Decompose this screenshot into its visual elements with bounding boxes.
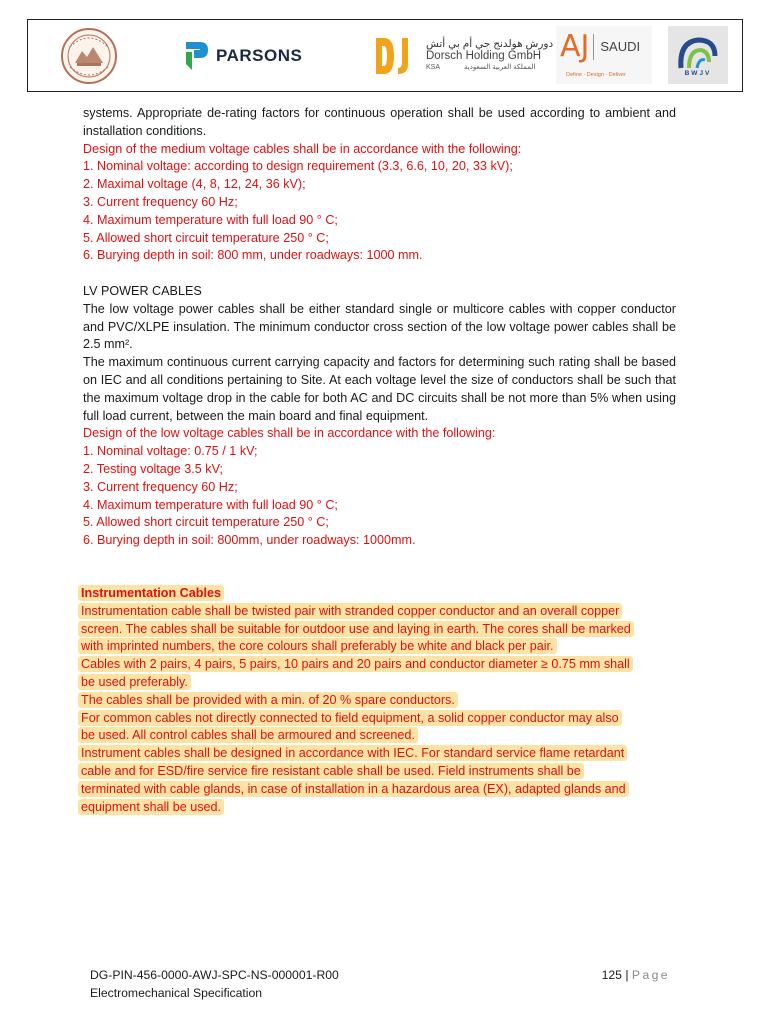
bwjv-logo bbox=[668, 26, 728, 84]
mv-item: 5. Allowed short circuit temperature 250 ° C; bbox=[83, 230, 329, 245]
instrumentation-section bbox=[79, 585, 693, 816]
mv-item: 4. Maximum temperature with full load 90 ° C; bbox=[83, 212, 338, 227]
instrumentation-line: Instrumentation cable shall be twisted pair with stranded copper conductor and an overall copper bbox=[81, 603, 620, 618]
aj-mark: AJ bbox=[560, 29, 590, 64]
instrumentation-line: with imprinted numbers, the core colours shall preferably be white and black per pair. bbox=[81, 639, 554, 654]
lv-heading: LV POWER CABLES bbox=[83, 283, 202, 298]
page-number-block bbox=[602, 966, 670, 984]
page-label: Page bbox=[631, 968, 670, 982]
mv-item: 1. Nominal voltage: according to design requirement (3.3, 6.6, 10, 20, 33 kV); bbox=[83, 159, 513, 174]
lv-item: 5. Allowed short circuit temperature 250 ° C; bbox=[83, 515, 329, 530]
lv-paragraph-1: The low voltage power cables shall be either standard single or multicore cables with copper conductor and PVC/XLPE insulation. The minimum conductor cross section of the low voltage power cables shall be 2.5 mm². bbox=[83, 301, 676, 352]
parsons-wordmark: PARSONS bbox=[216, 45, 303, 65]
header-logos bbox=[27, 19, 743, 92]
aj-saudi-logo bbox=[556, 26, 652, 84]
document-title: Electromechanical Specification bbox=[90, 986, 263, 1000]
lv-item: 3. Current frequency 60 Hz; bbox=[83, 479, 238, 494]
bwjv-text: BWJV bbox=[684, 69, 712, 77]
bwjv-swirl-icon bbox=[675, 34, 721, 72]
instrumentation-heading: Instrumentation Cables bbox=[81, 586, 221, 600]
lv-item: 4. Maximum temperature with full load 90 ° C; bbox=[83, 497, 338, 512]
instrumentation-line: be used. All control cables shall be armoured and screened. bbox=[81, 728, 415, 743]
mv-design-intro: Design of the medium voltage cables shall be in accordance with the following: bbox=[83, 141, 522, 156]
lv-item: 2. Testing voltage 3.5 kV; bbox=[83, 461, 224, 476]
mv-item: 2. Maximal voltage (4, 8, 12, 24, 36 kV); bbox=[83, 177, 306, 192]
parsons-logo bbox=[184, 20, 302, 91]
instrumentation-line: Cables with 2 pairs, 4 pairs, 5 pairs, 10 pairs and 20 pairs and conductor diameter ≥ 0.75 mm shall bbox=[81, 657, 630, 672]
aj-tagline: Define · Design · Deliver bbox=[566, 72, 626, 78]
instrumentation-line: be used preferably. bbox=[81, 674, 188, 689]
instrumentation-line: cable and for ESD/fire service fire resistant cable shall be used. Field instruments shall be bbox=[81, 763, 581, 778]
dorsch-english-name: Dorsch Holding GmbH bbox=[426, 49, 542, 62]
document-body bbox=[83, 105, 676, 550]
page-number: 125 bbox=[601, 968, 622, 982]
page-separator: | bbox=[625, 968, 629, 982]
lv-paragraph-2: The maximum continuous current carrying capacity and factors for determining such rating shall be based on IEC and all conditions pertaining to Site. At each voltage level the size of conductors shall be such that the maximum voltage drop in the cable for both AC and DC circuits shall be not more than 5% when using full load current, between the main board and final equipment. bbox=[83, 355, 676, 423]
instrumentation-line: The cables shall be provided with a min. of 20 % spare conductors. bbox=[81, 692, 455, 707]
dorsch-ksa: KSA bbox=[426, 63, 441, 71]
page-footer bbox=[90, 966, 670, 1002]
instrumentation-line: For common cables not directly connected to field equipment, a solid copper conductor may also bbox=[81, 710, 619, 725]
lv-item: 6. Burying depth in soil: 800mm, under roadways: 1000mm. bbox=[83, 533, 416, 548]
lv-item: 1. Nominal voltage: 0.75 / 1 kV; bbox=[83, 444, 258, 459]
mv-item: 6. Burying depth in soil: 800 mm, under roadways: 1000 mm. bbox=[83, 248, 423, 263]
dorsch-dj-icon bbox=[374, 36, 418, 76]
dorsch-logo bbox=[374, 20, 553, 91]
mv-item: 3. Current frequency 60 Hz; bbox=[83, 194, 238, 209]
instrumentation-line: terminated with cable glands, in case of installation in a hazardous area (EX), adapted glands and bbox=[81, 781, 626, 796]
lv-design-intro: Design of the low voltage cables shall be in accordance with the following: bbox=[83, 426, 496, 441]
instrumentation-line: screen. The cables shall be suitable for outdoor use and laying in earth. The cores shall be marked bbox=[81, 621, 631, 636]
dorsch-arabic-country: المملكة العربية السعودية bbox=[464, 63, 536, 71]
dorsch-arabic-name: دورش هولدنج جي أم بي أتش bbox=[426, 37, 554, 50]
diriyah-seal-logo bbox=[60, 20, 118, 91]
instrumentation-line: Instrument cables shall be designed in accordance with IEC. For standard service flame retardant bbox=[81, 746, 625, 761]
instrumentation-line: equipment shall be used. bbox=[81, 799, 222, 814]
paragraph-derating: systems. Appropriate de-rating factors for continuous operation shall be used according to ambient and installation conditions. bbox=[83, 106, 676, 138]
aj-saudi-text: SAUDI bbox=[600, 39, 641, 54]
document-code: DG-PIN-456-0000-AWJ-SPC-NS-000001-R00 bbox=[90, 968, 339, 982]
parsons-mark-icon bbox=[184, 40, 210, 72]
